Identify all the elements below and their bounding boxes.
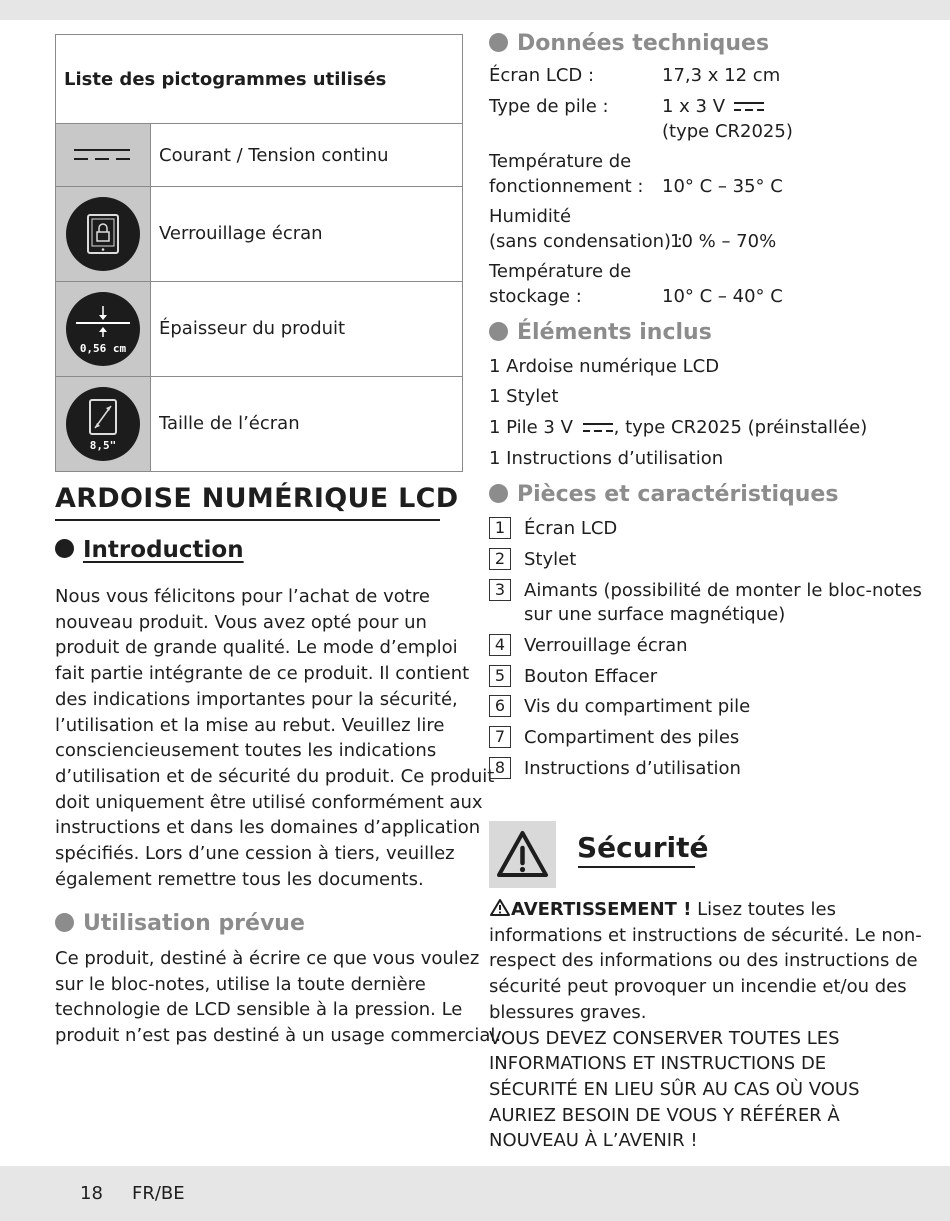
humidity-label: (sans condensation) : bbox=[489, 231, 683, 252]
part-label: sur une surface magnétique) bbox=[524, 604, 786, 625]
pictogram-cell bbox=[56, 282, 151, 376]
title-underline bbox=[55, 519, 440, 521]
warning-icon-box bbox=[489, 821, 556, 888]
op-temp-label: fonctionnement : bbox=[489, 176, 644, 197]
top-band bbox=[0, 0, 950, 20]
bullet-icon bbox=[489, 33, 508, 52]
pictogram-cell bbox=[56, 377, 151, 471]
page-number: 18 bbox=[80, 1183, 103, 1204]
screen-size-icon bbox=[66, 387, 140, 461]
intended-use-heading: Utilisation prévue bbox=[55, 911, 305, 936]
part-number: 8 bbox=[489, 757, 511, 779]
page-footer bbox=[0, 1166, 950, 1221]
bullet-icon bbox=[55, 913, 74, 932]
pictogram-table-header bbox=[56, 35, 462, 124]
part-number: 5 bbox=[489, 665, 511, 687]
part-number: 3 bbox=[489, 579, 511, 601]
pictogram-cell bbox=[56, 187, 151, 281]
op-temp-label: Température de bbox=[489, 151, 632, 172]
pictogram-label: Taille de l’écran bbox=[159, 413, 300, 434]
pictogram-row bbox=[56, 377, 462, 471]
storage-temp-value: 10° C – 40° C bbox=[662, 286, 783, 307]
tech-data-heading: Données techniques bbox=[489, 31, 769, 56]
pictogram-cell bbox=[56, 124, 151, 186]
battery-value: 1 x 3 V bbox=[662, 96, 765, 117]
pictogram-row bbox=[56, 282, 462, 377]
storage-temp-label: stockage : bbox=[489, 286, 582, 307]
part-label: Instructions d’utilisation bbox=[524, 758, 741, 779]
thickness-value: 0,56 cm bbox=[79, 342, 127, 355]
pictogram-label: Épaisseur du produit bbox=[159, 318, 346, 339]
introduction-heading: Introduction bbox=[55, 537, 244, 563]
part-number: 2 bbox=[489, 548, 511, 570]
included-item: 1 Instructions d’utilisation bbox=[489, 448, 724, 469]
direct-current-icon bbox=[74, 148, 134, 162]
safety-heading-underline bbox=[578, 866, 695, 868]
bullet-icon bbox=[489, 322, 508, 341]
document-title: ARDOISE NUMÉRIQUE LCD bbox=[55, 483, 459, 514]
battery-type: (type CR2025) bbox=[662, 121, 793, 142]
part-number: 1 bbox=[489, 517, 511, 539]
pictogram-label: Courant / Tension continu bbox=[159, 145, 389, 166]
pictogram-table-title: Liste des pictogrammes utilisés bbox=[64, 69, 387, 90]
screen-size-value: 8,5" bbox=[89, 439, 117, 452]
part-number: 4 bbox=[489, 634, 511, 656]
safety-heading: Sécurité bbox=[577, 831, 709, 864]
part-label: Compartiment des piles bbox=[524, 727, 740, 748]
direct-current-icon bbox=[582, 422, 614, 434]
screen-lock-icon bbox=[66, 197, 140, 271]
included-item: 1 Stylet bbox=[489, 386, 559, 407]
pictogram-label: Verrouillage écran bbox=[159, 223, 323, 244]
battery-label: Type de pile : bbox=[489, 96, 609, 117]
language-code: FR/BE bbox=[132, 1183, 185, 1204]
warning-small-icon bbox=[489, 898, 511, 917]
screen-value: 17,3 x 12 cm bbox=[662, 65, 781, 86]
part-label: Verrouillage écran bbox=[524, 635, 688, 656]
humidity-value: 10 % – 70% bbox=[670, 231, 777, 252]
warning-text: AVERTISSEMENT ! Lisez toutes les informations et instructions de sécurité. Le non- respect des informations ou des instructions de sécurité peut provoquer un incendie et/ou des blessures graves. VOUS DEVEZ CONSERVER TOUTES LES INFORMATIONS ET INSTRUCTIONS DE SÉCURITÉ EN LIEU SÛR AU CAS OÙ VOUS AURIEZ BESOIN DE VOUS Y RÉFÉRER À NOUVEAU À L’AVENIR ! bbox=[489, 899, 922, 1152]
humidity-label: Humidité bbox=[489, 206, 572, 227]
part-label: Stylet bbox=[524, 549, 577, 570]
bullet-icon bbox=[489, 484, 508, 503]
pictogram-row bbox=[56, 124, 462, 187]
part-label: Aimants (possibilité de monter le bloc-notes bbox=[524, 580, 922, 601]
parts-heading: Pièces et caractéristiques bbox=[489, 482, 838, 507]
part-label: Bouton Effacer bbox=[524, 666, 658, 687]
thickness-icon bbox=[66, 292, 140, 366]
introduction-text: Nous vous félicitons pour l’achat de votre nouveau produit. Vous avez opté pour un produit de grande qualité. Le mode d’emploi fait partie intégrante de ce produit. Il contient des indications importantes pour la sécurité, l’utilisation et la mise au rebut. Veuillez lire consciencieusement toutes les indications d’utilisation et de sécurité du produit. Ce produit doit uniquement être utilisé conformément aux instructions et dans les domaines d’application spécifiés. Lors d’une cession à tiers, veuillez également remettre tous les documents. bbox=[55, 586, 495, 890]
part-number: 6 bbox=[489, 695, 511, 717]
part-number: 7 bbox=[489, 726, 511, 748]
warning-label: AVERTISSEMENT ! bbox=[511, 899, 692, 920]
included-item: 1 Pile 3 V , type CR2025 (préinstallée) bbox=[489, 417, 868, 438]
warning-triangle-icon bbox=[489, 821, 556, 888]
bullet-icon bbox=[55, 539, 74, 558]
included-heading: Éléments inclus bbox=[489, 320, 712, 345]
included-item: 1 Ardoise numérique LCD bbox=[489, 356, 720, 377]
op-temp-value: 10° C – 35° C bbox=[662, 176, 783, 197]
screen-label: Écran LCD : bbox=[489, 65, 595, 86]
part-label: Vis du compartiment pile bbox=[524, 696, 751, 717]
pictogram-row bbox=[56, 187, 462, 282]
part-label: Écran LCD bbox=[524, 518, 618, 539]
storage-temp-label: Température de bbox=[489, 261, 632, 282]
direct-current-icon bbox=[733, 101, 765, 113]
pictogram-table bbox=[55, 34, 463, 472]
intended-use-text: Ce produit, destiné à écrire ce que vous voulez sur le bloc-notes, utilise la toute dernière technologie de LCD sensible à la pression. Le produit n’est pas destiné à un usage commercial. bbox=[55, 948, 502, 1047]
